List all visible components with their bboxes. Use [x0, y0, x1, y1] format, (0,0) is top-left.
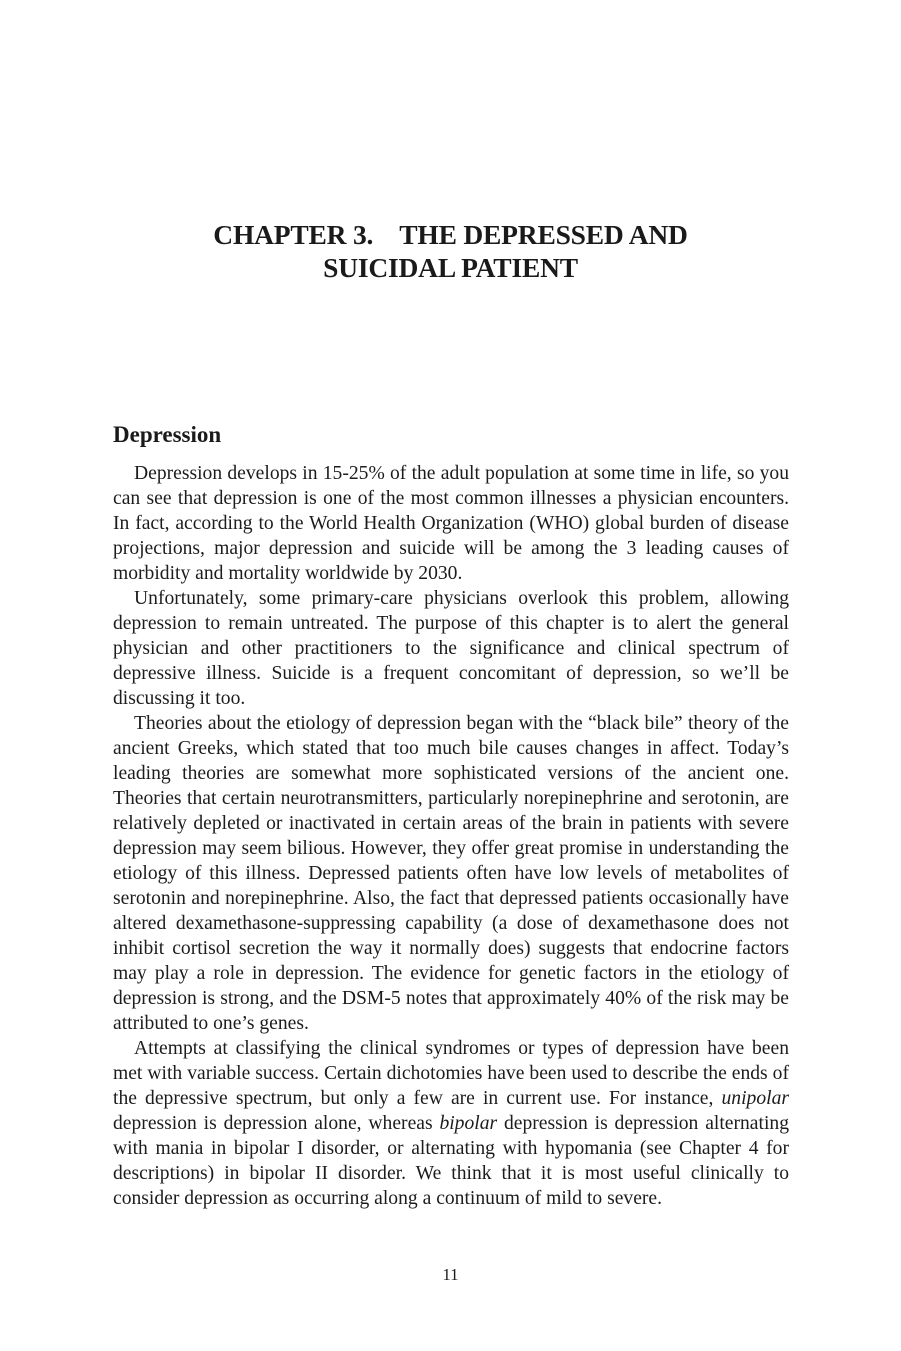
- body-text: [113, 461, 789, 1211]
- paragraph-text: depression is depression alternating with mania in bipolar I disorder, or alternating with hypomania (see Chapter 4 for descriptions) in bipolar II disorder. We think that it is most useful clinically to consider depression as occurring along a continuum of mild to severe.: [113, 1113, 789, 1209]
- paragraph-text: Attempts at classifying the clinical syndromes or types of depression have been met with variable success. Certain dichotomies have been used to describe the ends of the depressive spectrum, but only a few are in current use. For instance,: [113, 1038, 789, 1109]
- chapter-title: [113, 218, 788, 284]
- paragraph: [113, 1036, 789, 1211]
- section-heading: Depression: [113, 422, 222, 447]
- italic-term-bipolar: bipolar: [439, 1113, 498, 1134]
- chapter-number: CHAPTER 3.: [213, 219, 374, 250]
- chapter-title-line2: SUICIDAL PATIENT: [323, 252, 578, 283]
- paragraph: Depression develops in 15-25% of the adult population at some time in life, so you can see that depression is one of the most common illnesses a physician encounters. In fact, according to the World Health Organization (WHO) global burden of disease projections, major depression and suicide will be among the 3 leading causes of morbidity and mortality worldwide by 2030.: [113, 463, 789, 584]
- chapter-title-line1: THE DEPRESSED AND: [399, 219, 688, 250]
- italic-term-unipolar: unipolar: [721, 1088, 789, 1109]
- paragraph: Theories about the etiology of depression began with the “black bile” theory of the ancient Greeks, which stated that too much bile causes changes in affect. Today’s leading theories are somewhat more sophisticated versions of the ancient one. Theories that certain neurotransmitters, particularly norepinephrine and serotonin, are relatively depleted or inactivated in certain areas of the brain in patients with severe depression may seem bilious. However, they offer great promise in understanding the etiology of this illness. Depressed patients often have low levels of metabolites of serotonin and norepinephrine. Also, the fact that depressed patients occasionally have altered dexamethasone-suppressing capability (a dose of dexamethasone does not inhibit cortisol secretion the way it normally does) suggests that endocrine factors may play a role in depression. The evidence for genetic factors in the etiology of depression is strong, and the DSM-5 notes that approximately 40% of the risk may be attributed to one’s genes.: [113, 713, 789, 1034]
- paragraph-text: depression is depression alone, whereas: [113, 1113, 440, 1134]
- page-number: 11: [442, 1265, 459, 1284]
- paragraph: Unfortunately, some primary-care physicians overlook this problem, allowing depression to remain untreated. The purpose of this chapter is to alert the general physician and other practitioners to the significance and clinical spectrum of depressive illness. Suicide is a frequent concomitant of depression, so we’ll be discussing it too.: [113, 588, 789, 709]
